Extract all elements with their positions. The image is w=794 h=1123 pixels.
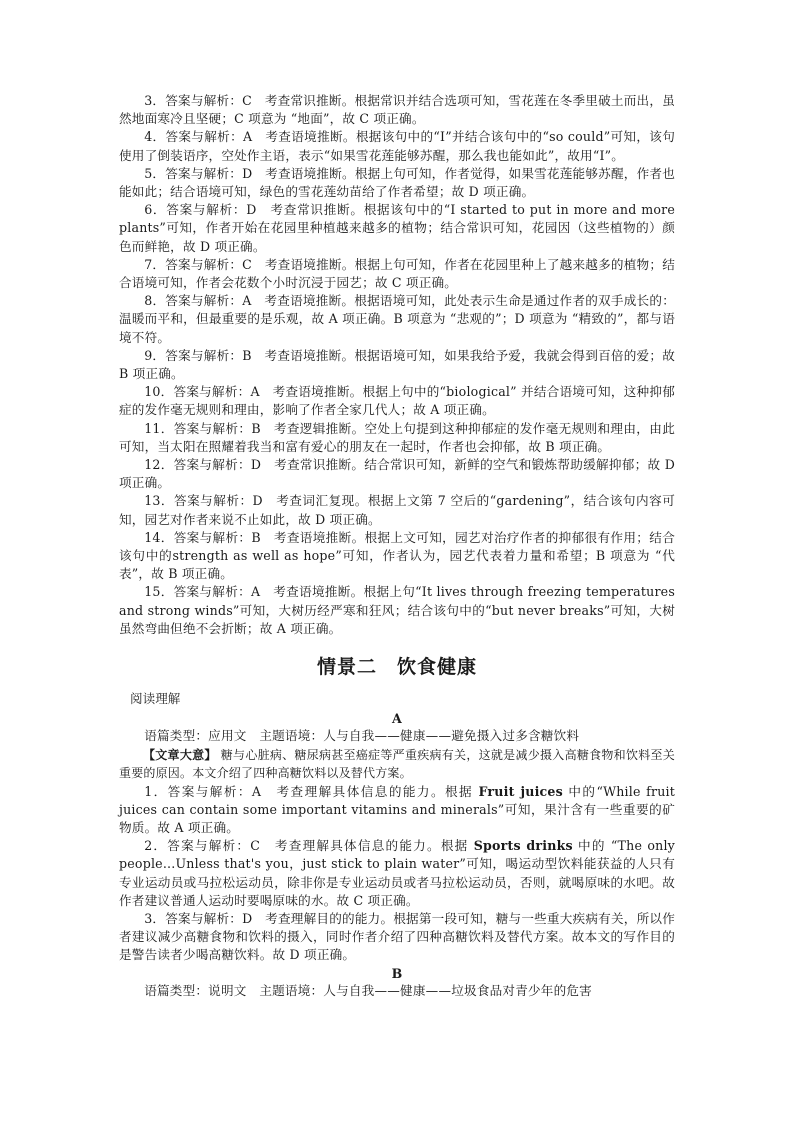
summary-label: 【文章大意】	[143, 747, 217, 762]
answer-text: 中的 “The only people...Unless that's you，just stick to plain water”可知，喝运动型饮料能获益的人只有专业运动员或马拉松运动员，除非你是专业运动员或者马拉松运动员，否则，就喝原味的水吧。故作者建议普通人运动时要喝原味的水。故 C 项正确。	[119, 838, 675, 908]
answer-text: 3．答案与解析：D 考查理解目的的能力。根据第一段可知，糖与一些重大疾病有关，所以作者建议减少高糖食物和饮料的摄入，同时作者介绍了四种高糖饮料及替代方案。故本文的写作目的是警告读者少喝高糖饮料。故 D 项正确。	[119, 911, 675, 963]
answer-7: 7．答案与解析：C 考查语境推断。根据上句可知，作者在花园里种上了越来越多的植物；结合语境可知，作者会花数个小时沉浸于园艺；故 C 项正确。	[119, 256, 675, 291]
part-b-letter: B	[391, 965, 403, 981]
part-a	[119, 710, 675, 965]
summary-text: 糖与心脏病、糖尿病甚至癌症等严重疾病有关，这就是减少摄入高糖食物和饮料至关重要的原因。本文介绍了四种高糖饮料以及替代方案。	[119, 747, 675, 781]
answer-text: 1．答案与解析：A 考查理解具体信息的能力。根据	[144, 783, 479, 799]
answer-key-page	[119, 92, 675, 1000]
answer-15: 15．答案与解析：A 考查语境推断。根据上句“It lives through freezing temperatures and strong winds”可知，大树历经严寒和狂风；结合该句中的“but never breaks”可知，大树虽然弯曲但绝不会折断；故 A 项正确。	[119, 584, 675, 636]
answer-13: 13．答案与解析：D 考查词汇复现。根据上文第 7 空后的“gardening”，结合该句内容可知，园艺对作者来说不止如此，故 D 项正确。	[119, 493, 675, 527]
answer-10: 10．答案与解析：A 考查语境推断。根据上句中的“biological” 并结合语境可知，这种抑郁症的发作毫无规则和理由，影响了作者全家几代人；故 A 项正确。	[119, 384, 675, 418]
part-a-answer-2	[119, 837, 675, 910]
answer-keyword: Sports drinks	[473, 838, 573, 854]
part-a-letter: A	[392, 711, 402, 727]
answer-5: 5．答案与解析：D 考查语境推断。根据上句可知，作者觉得，如果雪花莲能够苏醒，作者也能如此；结合语境可知，绿色的雪花莲幼苗给了作者希望；故 D 项正确。	[119, 165, 675, 200]
answer-11: 11．答案与解析：B 考查逻辑推断。空处上句提到这种抑郁症的发作毫无规则和理由，由此可知，当太阳在照耀着我当和富有爱心的朋友在一起时，作者也会抑郁，故 B 项正确。	[119, 420, 675, 454]
answer-12: 12．答案与解析：D 考查常识推断。结合常识可知，新鲜的空气和锻炼帮助缓解抑郁；故 D 项正确。	[119, 457, 675, 491]
section-title: 情景二 饮食健康	[316, 656, 477, 679]
answers-part1	[119, 92, 675, 638]
answer-14: 14．答案与解析：B 考查语境推断。根据上文可知，园艺对治疗作者的抑郁很有作用；结合该句中的strength as well as hope”可知，作者认为，园艺代表着力量和希望；B 项意为 “代表”，故 B 项正确。	[119, 529, 675, 582]
part-a-answer-1	[119, 783, 675, 838]
answer-9: 9．答案与解析：B 考查语境推断。根据语境可知，如果我给予爱，我就会得到百倍的爱；故 B 项正确。	[119, 347, 675, 382]
answer-8: 8．答案与解析：A 考查语境推断。根据语境可知，此处表示生命是通过作者的双手成长的：温暖而平和，但最重要的是乐观，故 A 项正确。B 项意为 “悲观的”；D 项意为 “精致的”，都与语境不符。	[119, 293, 675, 345]
part-b	[119, 965, 675, 1001]
answer-text: 中的“While fruit juices can contain some important vitamins and minerals”可知，果汁含有一些重要的矿物质。故 A 项正确。	[119, 783, 675, 835]
answer-keyword: Fruit juices	[478, 783, 563, 799]
part-a-summary	[119, 746, 675, 783]
part-a-answer-3	[119, 910, 675, 965]
reading-heading: 阅读理解	[130, 691, 181, 707]
answer-3: 3．答案与解析：C 考查常识推断。根据常识并结合选项可知，雪花莲在冬季里破土而出，虽然地面寒冷且坚硬；C 项意为 “地面”，故 C 项正确。	[119, 93, 675, 127]
answer-6: 6．答案与解析：D 考查常识推断。根据该句中的“I started to put in more and more plants”可知，作者开始在花园里种植越来越多的植物；结合常识可知，花园因（这些植物的）颜色而鲜艳，故 D 项正确。	[119, 202, 675, 254]
answer-text: 2．答案与解析：C 考查理解具体信息的能力。根据	[144, 838, 474, 854]
part-b-meta: 语篇类型：说明文 主题语境：人与自我——健康——垃圾食品对青少年的危害	[144, 982, 592, 998]
answer-4: 4．答案与解析：A 考查语境推断。根据该句中的“I”并结合该句中的“so could”可知，该句使用了倒装语序，空处作主语，表示“如果雪花莲能够苏醒，那么我也能如此”，故用“I”。	[119, 129, 675, 163]
part-a-meta: 语篇类型：应用文 主题语境：人与自我——健康——避免摄入过多含糖饮料	[144, 728, 580, 744]
